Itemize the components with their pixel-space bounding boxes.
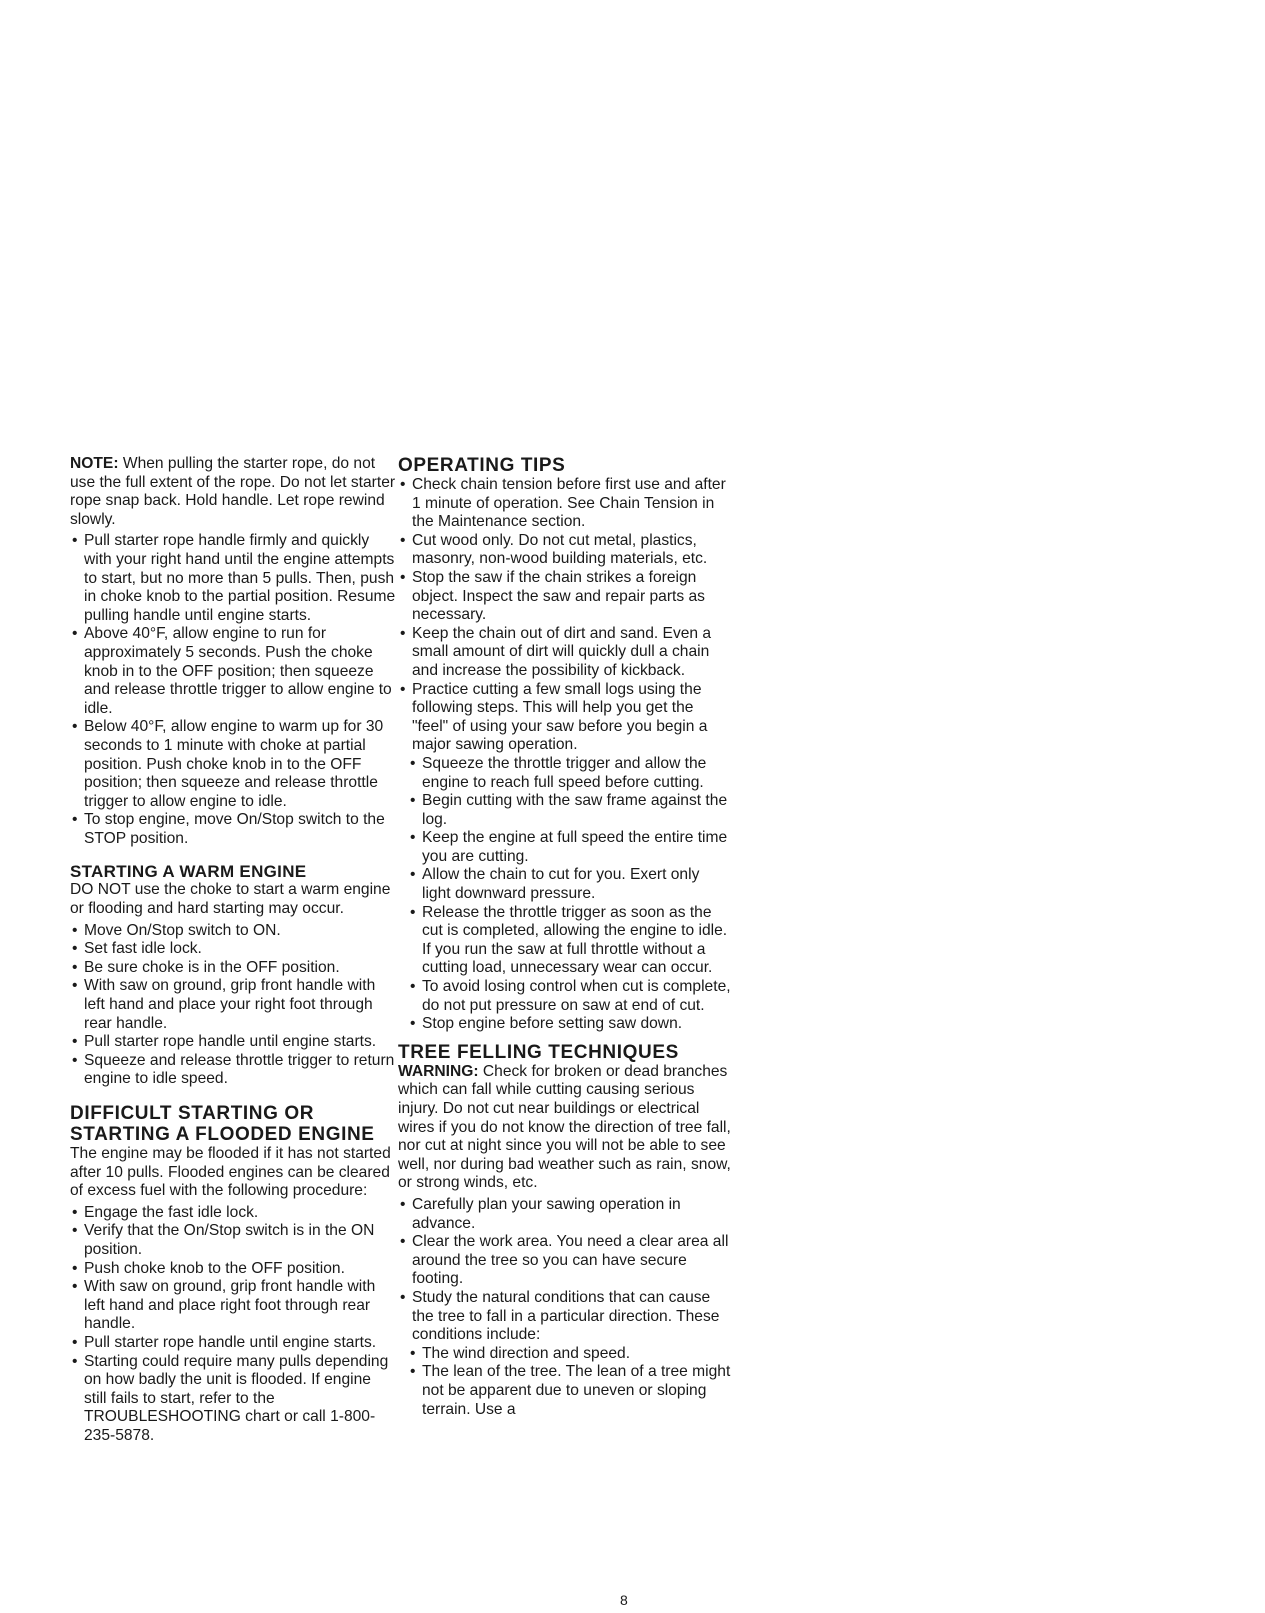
- list-item: • Stop the saw if the chain strikes a foreign object. Inspect the saw and repair parts as necessary.: [398, 569, 732, 625]
- starting-steps-list: [70, 532, 396, 848]
- operating-tips-list: [398, 476, 732, 755]
- list-item: • Starting could require many pulls depending on how badly the unit is flooded. If engine still fails to start, refer to the TROUBLESHOOTING chart or call 1-800-235-5878.: [70, 1353, 396, 1446]
- list-item: • Move On/Stop switch to ON.: [70, 922, 396, 941]
- list-item: • Begin cutting with the saw frame against the log.: [408, 792, 732, 829]
- right-column: [398, 455, 732, 1419]
- practice-steps-list: [408, 755, 732, 1034]
- tree-felling-heading: TREE FELLING TECHNIQUES: [398, 1041, 679, 1063]
- list-item: • Cut wood only. Do not cut metal, plastics, masonry, non-wood building materials, etc.: [398, 532, 732, 569]
- list-item: • Keep the chain out of dirt and sand. Even a small amount of dirt will quickly dull a chain and increase the possibility of kickback.: [398, 625, 732, 681]
- flooded-engine-heading-line-1: DIFFICULT STARTING OR: [70, 1103, 315, 1124]
- felling-conditions-list: [408, 1345, 732, 1419]
- list-item: • The lean of the tree. The lean of a tree might not be apparent due to uneven or sloping terrain. Use a: [408, 1363, 732, 1419]
- warm-engine-text: DO NOT use the choke to start a warm engine or flooding and hard starting may occur.: [70, 881, 391, 918]
- list-item: • Release the throttle trigger as soon as the cut is completed, allowing the engine to idle. If you run the saw at full throttle without a cutting load, unnecessary wear can occur.: [408, 904, 732, 978]
- note-paragraph: [70, 455, 396, 529]
- list-item: • Pull starter rope handle until engine starts.: [70, 1033, 396, 1052]
- warm-engine-heading: STARTING A WARM ENGINE: [70, 862, 307, 882]
- page-number: 8: [620, 1592, 628, 1608]
- list-item: • Be sure choke is in the OFF position.: [70, 959, 396, 978]
- list-item: • With saw on ground, grip front handle with left hand and place right foot through rear handle.: [70, 1278, 396, 1334]
- list-item: • To avoid losing control when cut is complete, do not put pressure on saw at end of cut.: [408, 978, 732, 1015]
- list-item: • Pull starter rope handle firmly and quickly with your right hand until the engine attempts to start, but no more than 5 pulls. Then, push in choke knob to the partial position. Resume pulling handle until engine starts.: [70, 532, 396, 625]
- note-label: NOTE:: [70, 455, 119, 472]
- list-item: • Keep the engine at full speed the entire time you are cutting.: [408, 829, 732, 866]
- operating-tips-heading: OPERATING TIPS: [398, 455, 566, 476]
- warning-paragraph: [398, 1063, 732, 1193]
- flooded-engine-list: [70, 1204, 396, 1446]
- flooded-engine-heading-line-2: STARTING A FLOODED ENGINE: [70, 1124, 375, 1145]
- list-item: • With saw on ground, grip front handle with left hand and place your right foot through rear handle.: [70, 977, 396, 1033]
- warning-text: Check for broken or dead branches which can fall while cutting causing serious injury. Do not cut near buildings or electrical wires if you do not know the direction of tree fall, nor cut at night since you will not be able to see well, nor during bad weather such as rain, snow, or strong winds, etc.: [398, 1062, 731, 1192]
- warm-engine-list: [70, 922, 396, 1089]
- flooded-engine-text: The engine may be flooded if it has not started after 10 pulls. Flooded engines can be cleared of excess fuel with the following procedure:: [70, 1145, 391, 1200]
- list-item: • Push choke knob to the OFF position.: [70, 1260, 396, 1279]
- list-item: • Engage the fast idle lock.: [70, 1204, 396, 1223]
- list-item: • Study the natural conditions that can cause the tree to fall in a particular direction. These conditions include:: [398, 1289, 732, 1345]
- list-item: • Allow the chain to cut for you. Exert only light downward pressure.: [408, 866, 732, 903]
- left-column: [70, 455, 396, 1446]
- list-item: • Clear the work area. You need a clear area all around the tree so you can have secure footing.: [398, 1233, 732, 1289]
- list-item: • Verify that the On/Stop switch is in the ON position.: [70, 1222, 396, 1259]
- warning-label: WARNING:: [398, 1062, 479, 1080]
- note-text: When pulling the starter rope, do not use the full extent of the rope. Do not let starter rope snap back. Hold handle. Let rope rewind slowly.: [70, 455, 396, 528]
- list-item: • Pull starter rope handle until engine starts.: [70, 1334, 396, 1353]
- list-item: • Above 40°F, allow engine to run for approximately 5 seconds. Push the choke knob in to the OFF position; then squeeze and release throttle trigger to allow engine to idle.: [70, 625, 396, 718]
- list-item: • Practice cutting a few small logs using the following steps. This will help you get the "feel" of using your saw before you begin a major sawing operation.: [398, 681, 732, 755]
- list-item: • Squeeze and release throttle trigger to return engine to idle speed.: [70, 1052, 396, 1089]
- list-item: • Stop engine before setting saw down.: [408, 1015, 732, 1034]
- list-item: • Check chain tension before first use and after 1 minute of operation. See Chain Tension in the Maintenance section.: [398, 476, 732, 532]
- list-item: • Squeeze the throttle trigger and allow the engine to reach full speed before cutting.: [408, 755, 732, 792]
- tree-felling-list: [398, 1196, 732, 1345]
- list-item: • Below 40°F, allow engine to warm up for 30 seconds to 1 minute with choke at partial position. Push choke knob in to the OFF position; then squeeze and release throttle trigger to allow engine to idle.: [70, 718, 396, 811]
- list-item: • The wind direction and speed.: [408, 1345, 732, 1364]
- list-item: • To stop engine, move On/Stop switch to the STOP position.: [70, 811, 396, 848]
- list-item: • Set fast idle lock.: [70, 940, 396, 959]
- list-item: • Carefully plan your sawing operation in advance.: [398, 1196, 732, 1233]
